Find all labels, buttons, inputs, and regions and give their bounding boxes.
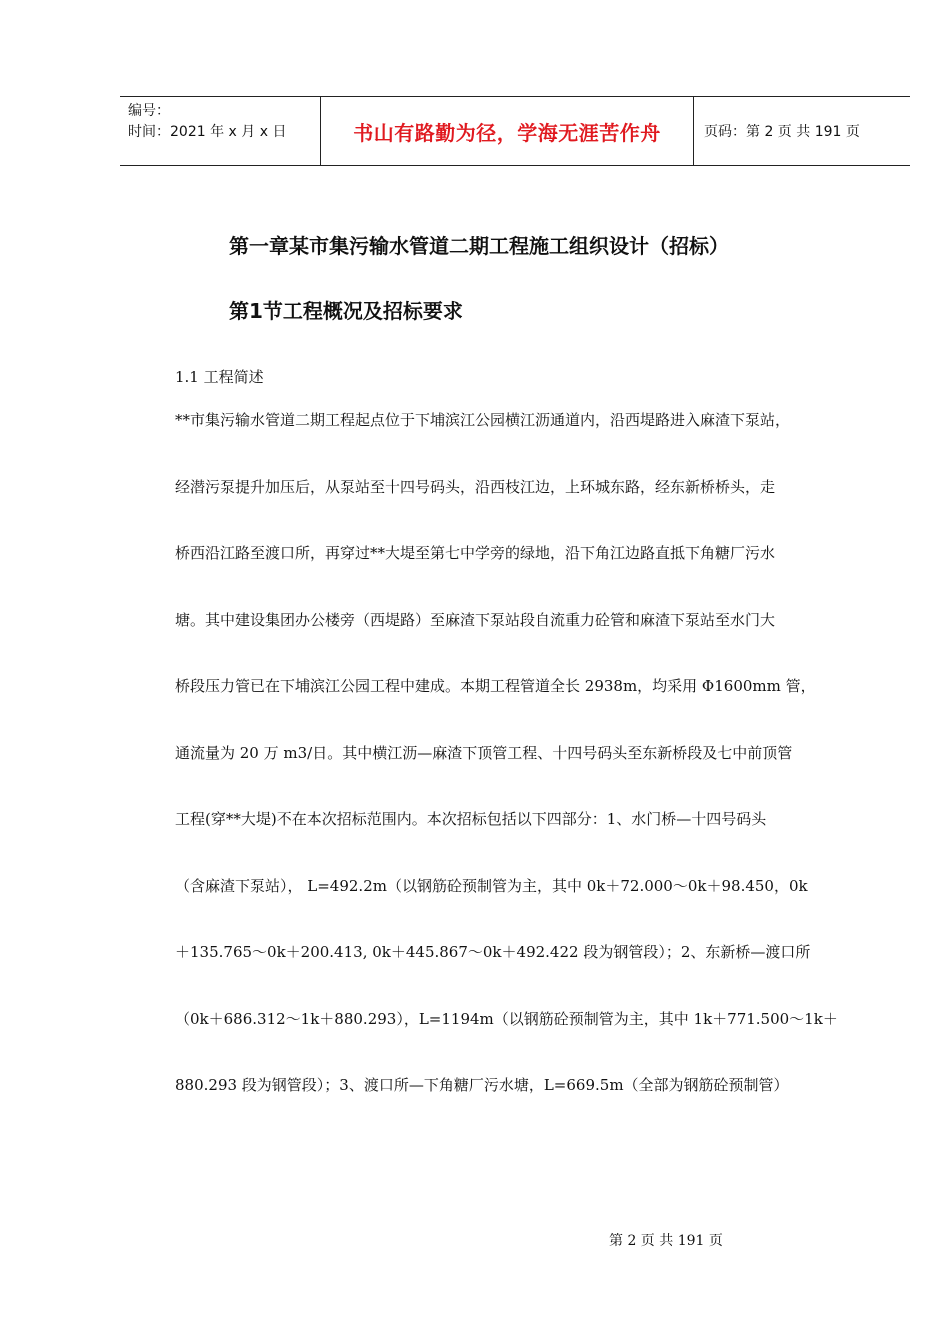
page-info: 页码：第 2 页 共 191 页 [704, 124, 860, 140]
header-motto-cell [321, 97, 694, 165]
header-page-cell [694, 97, 910, 165]
chapter-title: 第一章某市集污输水管道二期工程施工组织设计（招标） [229, 234, 729, 258]
body-line: **市集污输水管道二期工程起点位于下埔滨江公园横江沥通道内，沿西堤路进入麻渣下泵站， [175, 411, 791, 429]
body-line: 工程(穿**大堤)不在本次招标范围内。本次招标包括以下四部分：1、水门桥—十四号码头 [175, 810, 767, 828]
motto-text: 书山有路勤为径，学海无涯苦作舟 [353, 120, 661, 145]
body-line: ＋135.765～0k＋200.413, 0k＋445.867～0k＋492.422 段为钢管段）；2、东新桥—渡口所 [175, 943, 811, 961]
body-paragraph [175, 405, 895, 1137]
subsection-title: 1.1 工程简述 [175, 368, 264, 386]
body-line: 经潜污泵提升加压后，从泵站至十四号码头，沿西枝江边，上环城东路，经东新桥桥头，走 [175, 477, 776, 496]
section-title: 第1节工程概况及招标要求 [229, 299, 463, 323]
page-footer: 第 2 页 共 191 页 [609, 1233, 723, 1249]
body-line: 880.293 段为钢管段）；3、渡口所—下角糖厂污水塘，L=669.5m（全部为钢筋砼预制管） [175, 1076, 789, 1094]
header-table [120, 96, 910, 166]
document-number-label: 编号： [128, 103, 170, 119]
body-line: 塘。其中建设集团办公楼旁（西堤路）至麻渣下泵站段自流重力砼管和麻渣下泵站至水门大 [175, 610, 776, 629]
document-time-label: 时间：2021 年 x 月 x 日 [128, 124, 287, 140]
body-line: 通流量为 20 万 m3/日。其中横江沥—麻渣下顶管工程、十四号码头至东新桥段及七中前顶管 [175, 743, 793, 762]
body-line: 桥西沿江路至渡口所，再穿过**大堤至第七中学旁的绿地，沿下角江边路直抵下角糖厂污水 [175, 544, 776, 562]
header-info-cell [120, 97, 321, 165]
body-line: （0k＋686.312～1k＋880.293），L=1194m（以钢筋砼预制管为主，其中 1k＋771.500～1k＋ [175, 1009, 838, 1028]
body-line: （含麻渣下泵站）， L=492.2m（以钢筋砼预制管为主，其中 0k＋72.000～0k＋98.450，0k [175, 876, 808, 895]
body-line: 桥段压力管已在下埔滨江公园工程中建成。本期工程管道全长 2938m，均采用 Φ1600mm 管， [175, 677, 816, 695]
